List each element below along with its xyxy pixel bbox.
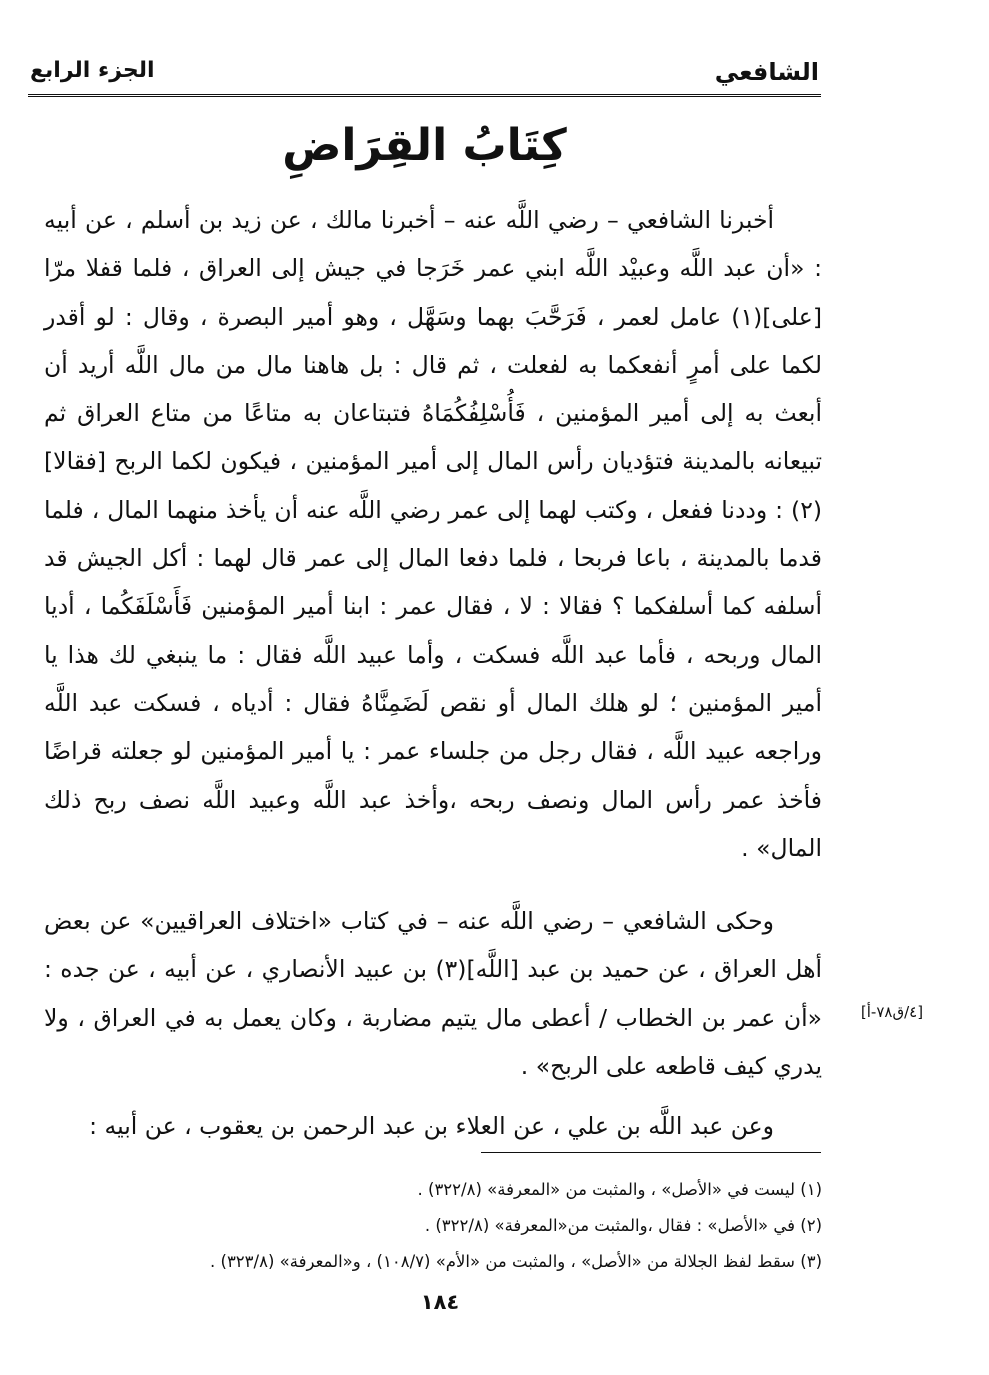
header-book-title: الشافعي: [714, 58, 819, 86]
paragraph-2: وحكى الشافعي – رضي اللَّه عنه – في كتاب «اختلاف العراقيين» عن بعض أهل العراق ، عن حميد بن عبد [اللَّه](٣) بن عبيد الأنصاري ، عن أبيه ، عن جده : «أن عمر بن الخطاب / أعطى مال يتيم مضاربة ، وكان يعمل به في العراق ، ولا يدري كيف قاطعه على الربح» .: [44, 907, 823, 1080]
footnote-2: (٢) في «الأصل» : فقال ،والمثبت من«المعرفة» (٣٢٢/٨) .: [424, 1216, 822, 1235]
chapter-title: كِتَابُ القِرَاضِ: [282, 120, 567, 171]
footnotes: [44, 1172, 822, 1280]
header-volume: الجزء الرابع: [30, 58, 155, 83]
paragraph-3: وعن عبد اللَّه بن علي ، عن العلاء بن عبد الرحمن بن يعقوب ، عن أبيه :: [89, 1112, 774, 1140]
footnote-divider: [481, 1152, 821, 1153]
footnote-1: (١) ليست في «الأصل» ، والمثبت من «المعرفة» (٣٢٢/٨) .: [417, 1180, 822, 1199]
manuscript-folio-note: [٤/ق٧٨-أ]: [860, 1003, 924, 1021]
footnote-3: (٣) سقط لفظ الجلالة من «الأصل» ، والمثبت من «الأم» (١٠٨/٧) ، و«المعرفة» (٣٢٣/٨) .: [210, 1252, 822, 1271]
paragraph-1: أخبرنا الشافعي – رضي اللَّه عنه – أخبرنا مالك ، عن زيد بن أسلم ، عن أبيه : «أن عبد اللَّه وعبيْد اللَّه ابني عمر خَرَجا في جيش إلى العراق ، فلما قفلا مرّا [على](١) عامل لعمر ، فَرَحَّبَ بهما وسَهَّل ، وهو أمير البصرة ، وقال : لو أقدر لكما على أمرٍ أنفعكما به لفعلت ، ثم قال : بل هاهنا مال من مال اللَّه أريد أن أبعث به إلى أمير المؤمنين ، فَأُسْلِفُكُمَاهُ فتبتاعان به متاعًا من متاع العراق ثم تبيعانه بالمدينة فتؤديان رأس المال إلى أمير المؤمنين ، فيكون لكما الربح [فقالا](٢) : وددنا ففعل ، وكتب لهما إلى عمر رضي اللَّه عنه أن يأخذ منهما المال ، فلما قدما بالمدينة ، باعا فربحا ، فلما دفعا المال إلى عمر قال لهما : أكل الجيش قد أسلفه كما أسلفكما ؟ فقالا : لا ، فقال عمر : ابنا أمير المؤمنين فَأَسْلَفَكُما ، أديا المال وربحه ، فأما عبد اللَّه فسكت ، وأما عبيد اللَّه فقال : ما ينبغي لك هذا يا أمير المؤمنين ؛ لو هلك المال أو نقص لَضَمِنَّاهُ فقال : أدياه ، فسكت عبد اللَّه وراجعه عبيد اللَّه ، فقال رجل من جلساء عمر : يا أمير المؤمنين لو جعلته قراضًا فأخذ عمر رأس المال ونصف ربحه ،وأخذ عبد اللَّه وعبيد اللَّه نصف ربح ذلك المال» .: [44, 206, 822, 862]
running-header: [28, 50, 821, 97]
page-number: ١٨٤: [420, 1290, 460, 1314]
